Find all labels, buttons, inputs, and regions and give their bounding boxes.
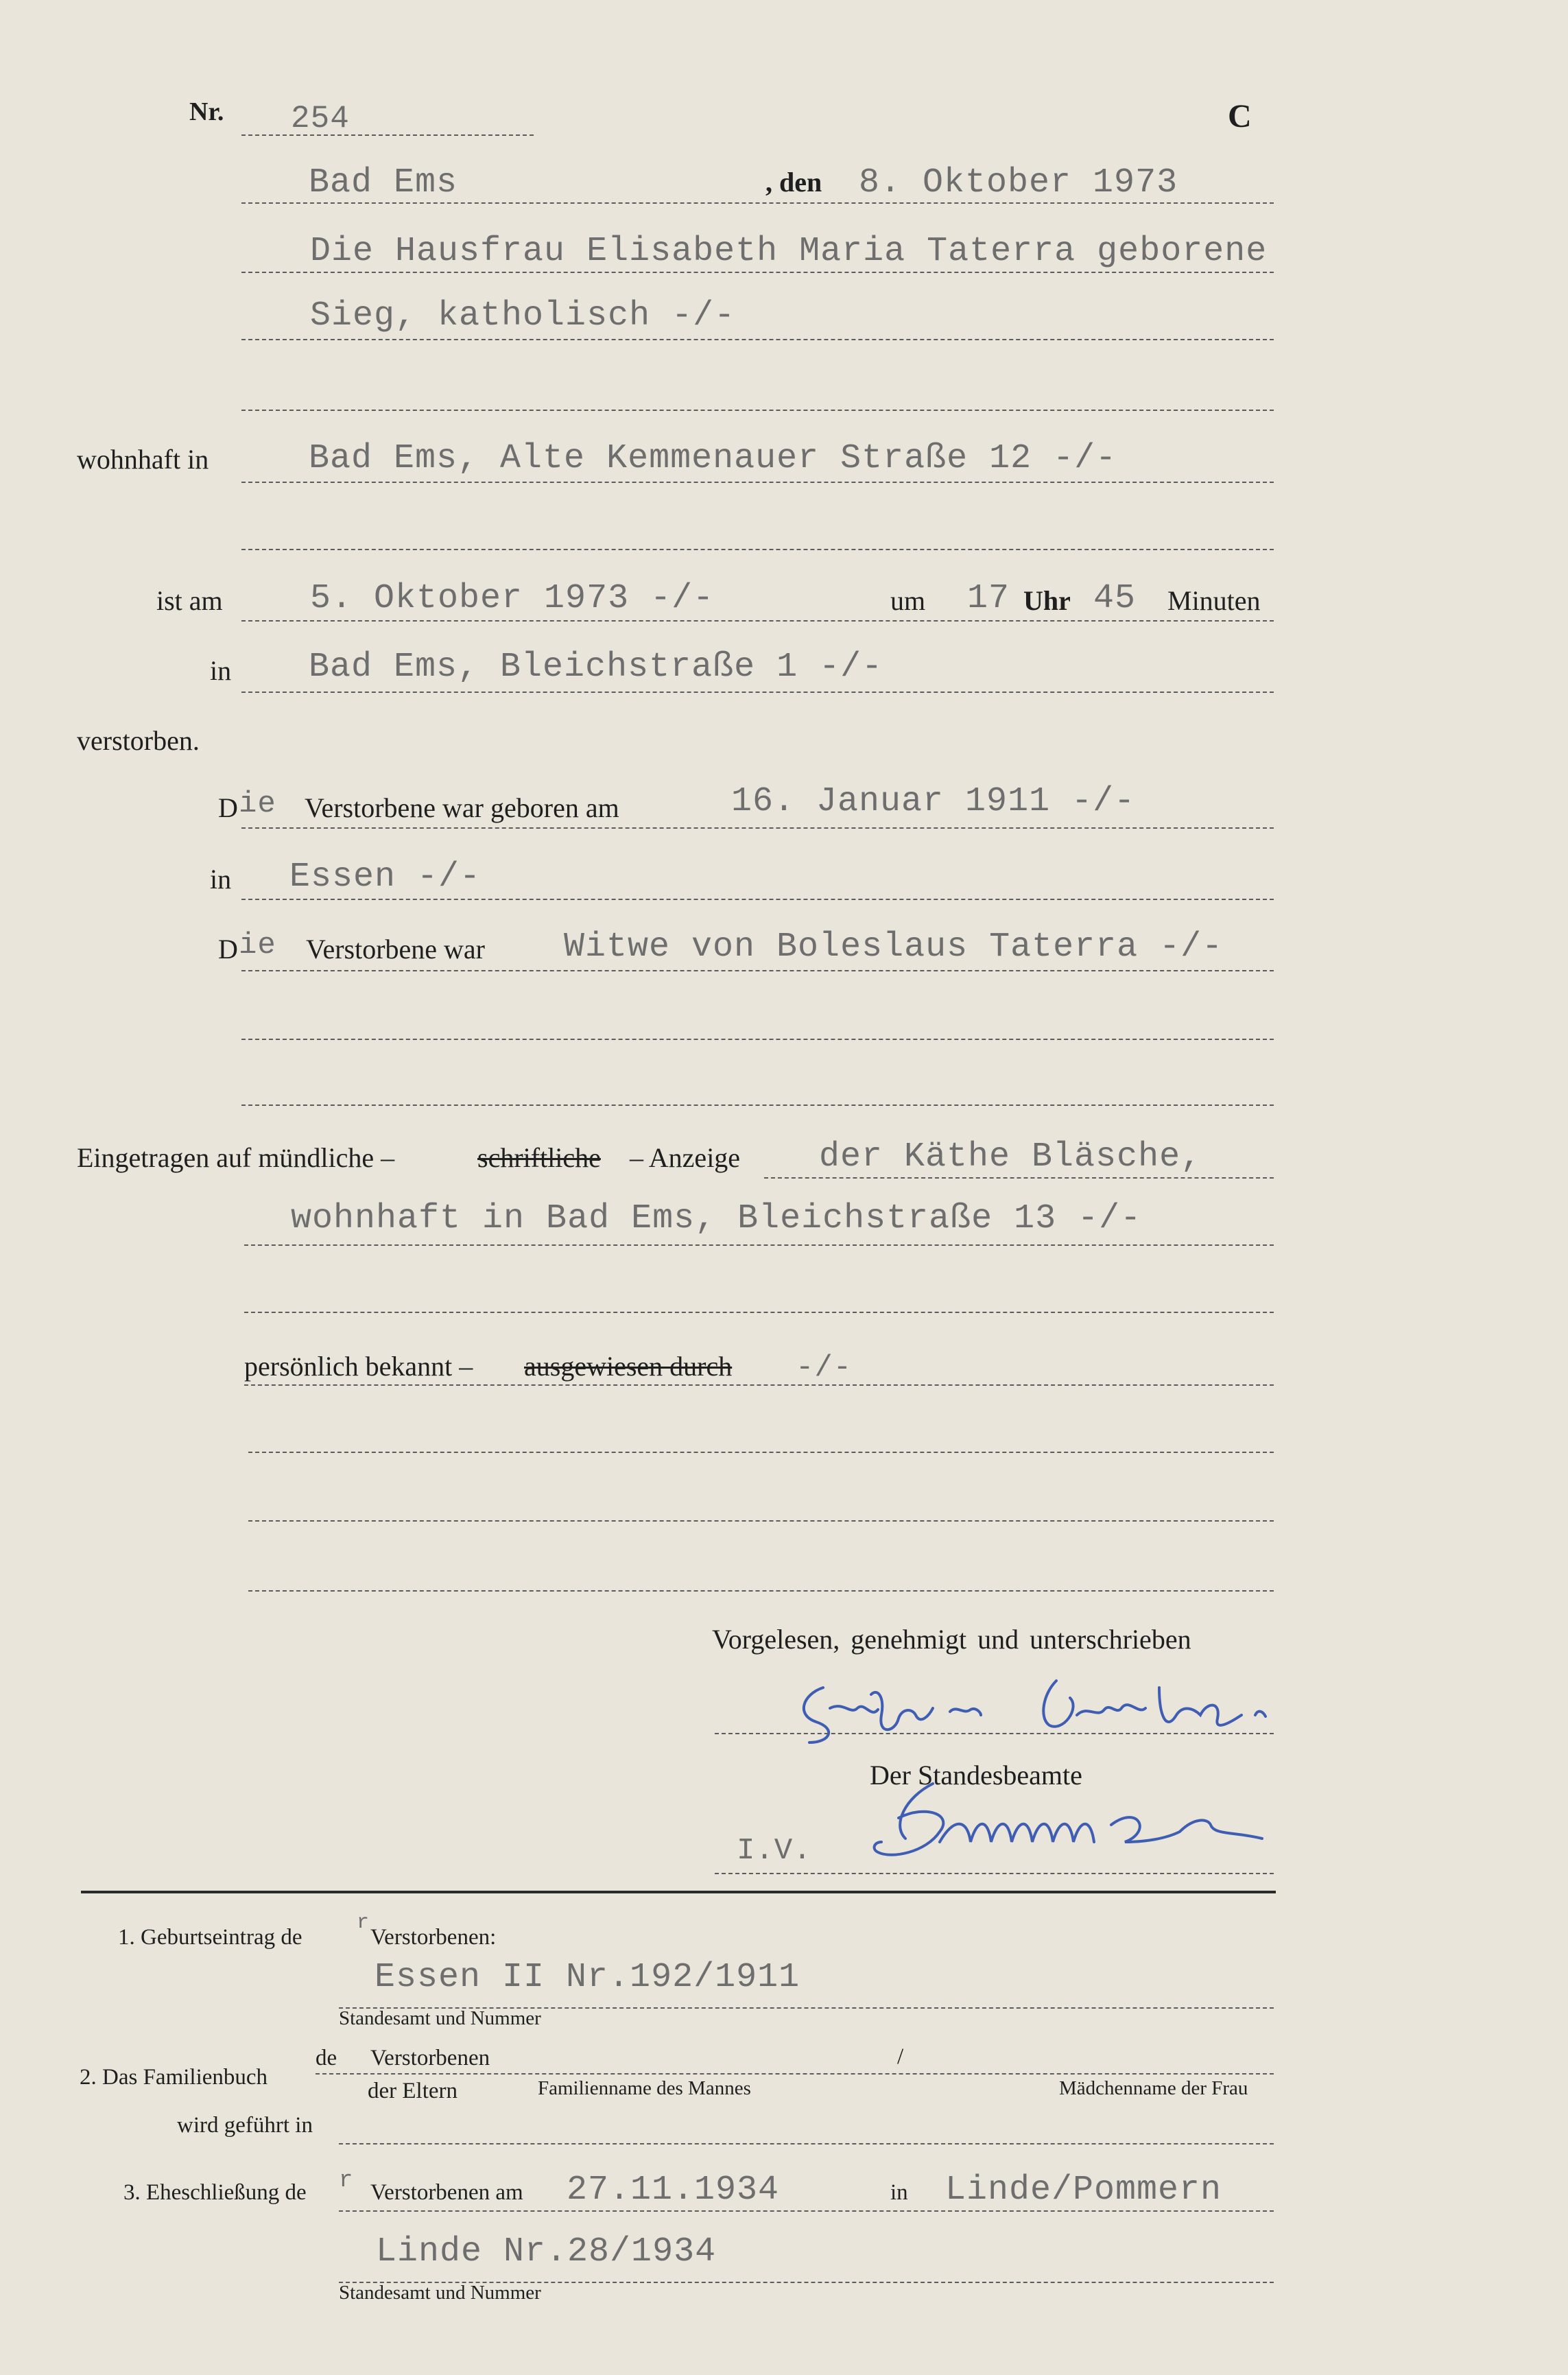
birth-date: 16. Januar 1911 -/- bbox=[731, 782, 1136, 821]
note-2-de: de bbox=[316, 2046, 337, 2070]
registration-label-a: Eingetragen auf mündliche – bbox=[77, 1142, 395, 1173]
note-2-eltern: der Eltern bbox=[368, 2079, 458, 2103]
declarant-line-1: Die Hausfrau Elisabeth Maria Taterra geborene bbox=[310, 232, 1268, 271]
line-declarant-1 bbox=[241, 272, 1274, 273]
note-2-caption-husband: Familienname des Mannes bbox=[538, 2077, 751, 2099]
uhr-label: Uhr bbox=[1023, 585, 1071, 616]
birth-place: Essen -/- bbox=[289, 858, 482, 897]
line-informant-2 bbox=[244, 1244, 1274, 1246]
line-empty-6 bbox=[248, 1452, 1274, 1453]
nr-value: 254 bbox=[291, 101, 350, 137]
line-empty-1 bbox=[241, 410, 1274, 411]
death-date: 5. Oktober 1973 -/- bbox=[310, 579, 715, 618]
note-2-slash: / bbox=[897, 2044, 904, 2069]
iv-label: I.V. bbox=[737, 1834, 812, 1868]
line-date bbox=[241, 202, 1274, 204]
status-label: Verstorbene war bbox=[306, 934, 485, 965]
registrar-signature bbox=[851, 1777, 1290, 1880]
residence-value: Bad Ems, Alte Kemmenauer Straße 12 -/- bbox=[309, 439, 1117, 478]
residence-label: wohnhaft in bbox=[77, 444, 209, 475]
minutes-label: Minuten bbox=[1167, 585, 1261, 616]
birth-prefix-d: D bbox=[218, 792, 238, 823]
note-3-caption: Standesamt und Nummer bbox=[339, 2282, 541, 2304]
line-birth-date bbox=[241, 827, 1274, 829]
line-death-place bbox=[241, 692, 1274, 693]
nr-label: Nr. bbox=[189, 97, 224, 126]
note-3-in: in bbox=[890, 2180, 908, 2205]
death-minutes: 45 bbox=[1093, 579, 1137, 618]
note-2-caption-maiden: Mädchenname der Frau bbox=[1059, 2077, 1248, 2099]
den-label: , den bbox=[765, 167, 822, 198]
note-1-caption: Standesamt und Nummer bbox=[339, 2007, 541, 2029]
verstorben-label: verstorben. bbox=[77, 725, 200, 756]
registration-label-b: – Anzeige bbox=[630, 1142, 741, 1173]
birth-prefix-ie: ie bbox=[239, 787, 276, 821]
birth-place-label: in bbox=[210, 864, 232, 895]
register-place: Bad Ems bbox=[309, 163, 458, 202]
line-empty-5 bbox=[244, 1312, 1274, 1313]
note-2-verstorbenen: Verstorbenen bbox=[370, 2046, 490, 2070]
line-empty-2 bbox=[241, 549, 1274, 550]
note-3-label-b: Verstorbenen am bbox=[370, 2180, 523, 2205]
line-note-2 bbox=[316, 2073, 1274, 2075]
death-hour: 17 bbox=[967, 579, 1010, 618]
status-prefix-ie: ie bbox=[239, 928, 276, 962]
line-empty-8 bbox=[248, 1590, 1274, 1592]
line-note-2b bbox=[339, 2143, 1274, 2144]
note-1-value: Essen II Nr.192/1911 bbox=[375, 1958, 800, 1997]
nr-line bbox=[241, 134, 534, 136]
line-status bbox=[241, 970, 1274, 971]
informant-address: wohnhaft in Bad Ems, Bleichstraße 13 -/- bbox=[291, 1199, 1142, 1238]
note-3-place: Linde/Pommern bbox=[945, 2171, 1222, 2210]
line-empty-7 bbox=[248, 1520, 1274, 1522]
registration-struck: schriftliche bbox=[477, 1142, 601, 1173]
informant-signature bbox=[775, 1667, 1283, 1763]
note-1-super: r bbox=[357, 1911, 370, 1935]
line-informant-signature bbox=[715, 1733, 1274, 1734]
um-label: um bbox=[890, 585, 926, 616]
register-date: 8. Oktober 1973 bbox=[859, 163, 1178, 202]
note-3-value: Linde Nr.28/1934 bbox=[376, 2232, 717, 2271]
known-label: persönlich bekannt – bbox=[244, 1351, 473, 1382]
note-3-date: 27.11.1934 bbox=[567, 2171, 780, 2210]
line-informant bbox=[764, 1177, 1274, 1179]
death-place-label: in bbox=[210, 655, 232, 686]
note-3-super: r bbox=[339, 2168, 354, 2194]
section-divider bbox=[81, 1891, 1276, 1893]
closing-text: Vorgelesen, genehmigt und unterschrieben bbox=[712, 1624, 1191, 1655]
line-declarant-2 bbox=[241, 339, 1274, 340]
line-empty-3 bbox=[241, 1039, 1274, 1040]
status-prefix-d: D bbox=[218, 934, 238, 965]
informant-name: der Käthe Bläsche, bbox=[819, 1137, 1202, 1177]
status-value: Witwe von Boleslaus Taterra -/- bbox=[564, 927, 1224, 967]
line-note-3 bbox=[339, 2210, 1274, 2212]
line-empty-4 bbox=[241, 1104, 1274, 1106]
known-struck: ausgewiesen durch bbox=[524, 1351, 733, 1382]
death-date-label: ist am bbox=[156, 585, 223, 616]
note-1-label-b: Verstorbenen: bbox=[370, 1925, 497, 1950]
line-residence bbox=[241, 482, 1274, 483]
line-registrar-signature bbox=[715, 1873, 1274, 1874]
note-3-label: 3. Eheschließung de bbox=[123, 2180, 307, 2205]
line-birth-place bbox=[241, 899, 1274, 900]
registrar-title: Der Standesbeamte bbox=[870, 1760, 1082, 1791]
declarant-line-2: Sieg, katholisch -/- bbox=[310, 296, 736, 335]
note-2-label: 2. Das Familienbuch bbox=[80, 2065, 268, 2090]
birth-label: Verstorbene war geboren am bbox=[305, 792, 619, 823]
form-letter: C bbox=[1228, 98, 1252, 134]
line-known bbox=[244, 1384, 1274, 1386]
note-2-gefuehrt: wird geführt in bbox=[177, 2113, 313, 2138]
known-value: -/- bbox=[796, 1351, 853, 1385]
line-death-date bbox=[241, 620, 1274, 622]
death-place: Bad Ems, Bleichstraße 1 -/- bbox=[309, 648, 883, 687]
note-1-label: 1. Geburtseintrag de bbox=[118, 1925, 302, 1950]
